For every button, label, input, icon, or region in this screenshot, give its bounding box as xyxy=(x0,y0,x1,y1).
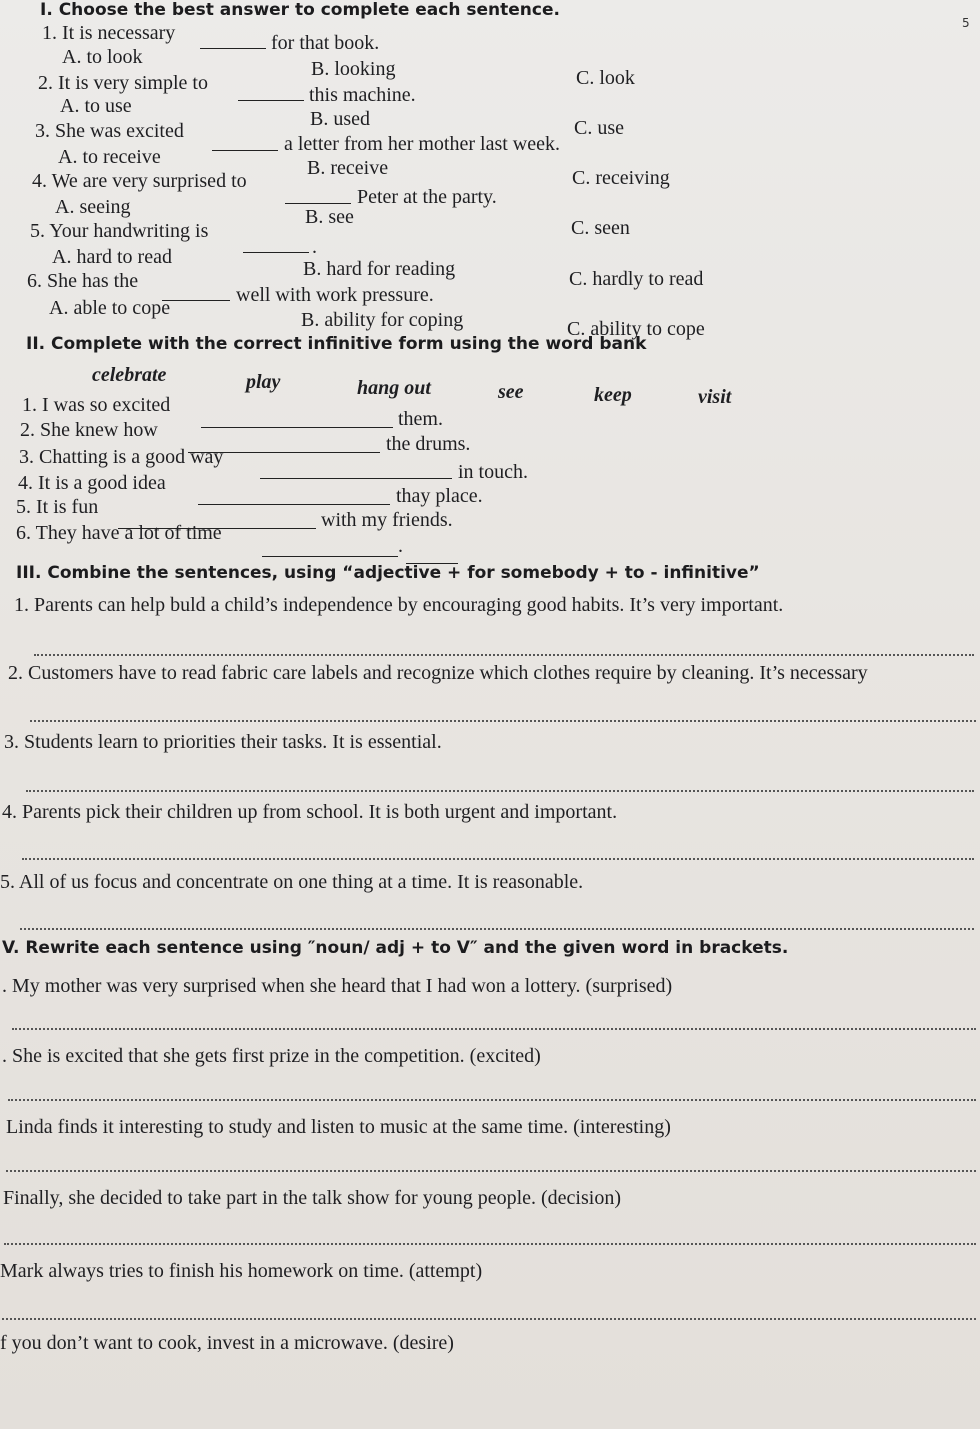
s1-q5-option-b: B. hard for reading xyxy=(303,258,456,280)
s4-item4: Finally, she decided to take part in the talk show for young people. (decision) xyxy=(3,1187,621,1209)
s1-q6-stem: 6. She has the xyxy=(27,270,139,292)
s1-q5-option-c: C. hardly to read xyxy=(569,268,704,290)
s2-item3-stem: 3. Chatting is a good way xyxy=(19,446,224,468)
s2-item5-after: with my friends. xyxy=(321,509,453,531)
s1-q3-blank xyxy=(212,134,278,151)
s1-q4-option-c: C. seen xyxy=(571,217,630,239)
section2-title: II. Complete with the correct infinitive form using the word bank xyxy=(26,334,647,354)
s2-item3-after: in touch. xyxy=(458,461,528,483)
s1-q3-stem: 3. She was excited xyxy=(35,120,184,142)
s3-item2-answer-line xyxy=(30,720,976,722)
section1-title: I. Choose the best answer to complete each sentence. xyxy=(40,0,560,20)
s1-q2-option-b: B. used xyxy=(310,108,370,130)
s2-item6-blank xyxy=(262,540,398,557)
s1-q4-option-b: B. see xyxy=(305,206,354,228)
s3-item2: 2. Customers have to read fabric care labels and recognize which clothes require by cleaning. It’s necessary xyxy=(8,662,868,684)
s1-q1-option-c: C. look xyxy=(576,67,635,89)
s1-q1-option-b: B. looking xyxy=(311,58,396,80)
s3-item4-answer-line xyxy=(22,858,974,860)
section4-title: V. Rewrite each sentence using ″noun/ adj + to V″ and the given word in brackets. xyxy=(2,938,789,958)
s2-item4-stem: 4. It is a good idea xyxy=(18,472,166,494)
word-bank-play: play xyxy=(246,371,281,393)
word-bank-keep: keep xyxy=(594,384,632,406)
word-bank-visit: visit xyxy=(698,386,732,408)
s1-q2-stem: 2. It is very simple to xyxy=(38,72,208,94)
s1-q5-stem: 5. Your handwriting is xyxy=(30,220,209,242)
s1-q1-option-a: A. to look xyxy=(62,46,143,68)
s1-q2-blank xyxy=(238,84,304,101)
s1-q4-after: Peter at the party. xyxy=(357,186,497,208)
s2-item6-stem: 6. They have a lot of time xyxy=(16,522,222,544)
s1-q1-stem: 1. It is necessary xyxy=(42,22,176,44)
s1-q6-blank xyxy=(162,284,230,301)
s1-q1-after: for that book. xyxy=(271,32,380,54)
s2-item2-after: the drums. xyxy=(386,433,471,455)
s2-item6-after: . xyxy=(398,535,403,557)
s1-q4-stem: 4. We are very surprised to xyxy=(32,170,247,192)
s3-item3-answer-line xyxy=(26,790,974,792)
s4-item5-answer-line xyxy=(2,1318,976,1320)
s2-item6-blank-tail xyxy=(406,547,458,564)
section3-title: III. Combine the sentences, using “adjective + for somebody + to - infinitive” xyxy=(16,563,760,583)
s3-item4: 4. Parents pick their children up from school. It is both urgent and important. xyxy=(2,801,618,823)
s1-q6-option-a: A. able to cope xyxy=(49,297,171,319)
s4-item5: Mark always tries to finish his homework on time. (attempt) xyxy=(0,1260,483,1282)
s1-q2-option-a: A. to use xyxy=(60,95,132,117)
s3-item1: 1. Parents can help buld a child’s independence by encouraging good habits. It’s very important. xyxy=(14,594,784,616)
s1-q2-after: this machine. xyxy=(309,84,416,106)
s1-q6-after: well with work pressure. xyxy=(236,284,434,306)
s1-q6-option-c: C. ability to cope xyxy=(567,318,705,340)
s1-q1-blank xyxy=(200,32,266,49)
s3-item5-answer-line xyxy=(20,928,974,930)
s3-item1-answer-line xyxy=(34,654,974,656)
s2-item1-stem: 1. I was so excited xyxy=(22,394,171,416)
s1-q3-after: a letter from her mother last week. xyxy=(284,133,560,155)
s2-item2-stem: 2. She knew how xyxy=(20,419,158,441)
s2-item5-stem: 5. It is fun xyxy=(16,496,99,518)
s4-item1: . My mother was very surprised when she heard that I had won a lottery. (surprised) xyxy=(2,975,673,997)
s3-item5: 5. All of us focus and concentrate on one thing at a time. It is reasonable. xyxy=(0,871,584,893)
s1-q4-blank xyxy=(285,187,351,204)
s1-q3-option-a: A. to receive xyxy=(58,146,161,168)
s2-item1-blank xyxy=(201,411,393,428)
s4-item3: Linda finds it interesting to study and listen to music at the same time. (interesting) xyxy=(6,1116,671,1138)
s4-item1-answer-line xyxy=(12,1028,976,1030)
s2-item4-blank xyxy=(198,488,390,505)
s1-q3-option-b: B. receive xyxy=(307,157,389,179)
s2-item3-blank xyxy=(260,462,452,479)
s1-q6-option-b: B. ability for coping xyxy=(301,309,464,331)
s2-item4-after: thay place. xyxy=(396,485,483,507)
s1-q5-after: . xyxy=(312,236,317,258)
s2-item1-after: them. xyxy=(398,408,443,430)
s1-q3-option-c: C. receiving xyxy=(572,167,670,189)
s1-q5-option-a: A. hard to read xyxy=(52,246,172,268)
s3-item3: 3. Students learn to priorities their tasks. It is essential. xyxy=(4,731,442,753)
word-bank-see: see xyxy=(498,381,524,403)
word-bank-hang-out: hang out xyxy=(357,377,431,399)
s4-item3-answer-line xyxy=(6,1170,976,1172)
s4-item2: . She is excited that she gets first prize in the competition. (excited) xyxy=(2,1045,541,1067)
s4-item6: f you don’t want to cook, invest in a microwave. (desire) xyxy=(0,1332,454,1354)
s1-q4-option-a: A. seeing xyxy=(55,196,131,218)
word-bank-celebrate: celebrate xyxy=(92,364,167,386)
s4-item4-answer-line xyxy=(4,1243,976,1245)
s1-q2-option-c: C. use xyxy=(574,117,624,139)
s4-item2-answer-line xyxy=(8,1099,976,1101)
s1-q5-blank xyxy=(243,236,309,253)
corner-mark: 5 xyxy=(962,16,970,30)
